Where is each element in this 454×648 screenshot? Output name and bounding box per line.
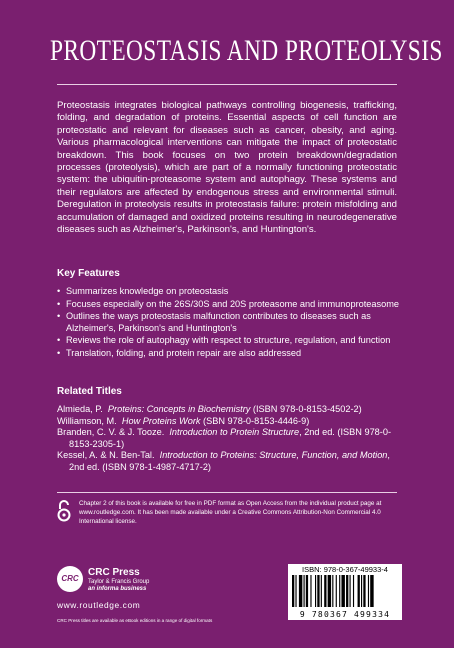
list-item: Almieda, P. Proteins: Concepts in Biochemistry (ISBN 978-0-8153-4502-2): [57, 404, 362, 414]
list-item: • Reviews the role of autophagy with respect to structure, regulation, and function: [57, 335, 391, 346]
isbn-barcode: [288, 564, 402, 620]
bottom-divider: [57, 492, 397, 493]
open-access-text: Chapter 2 of this book is available for free in PDF format as Open Access from the individual product page at www.routledge.com. It has been made available under a Creative Commons Attribution-Non Commercial 4.0 International license.: [79, 500, 382, 525]
list-item: • Summarizes knowledge on proteostasis: [57, 286, 229, 296]
list-item: • Translation, folding, and protein repair are also addressed: [57, 347, 302, 358]
list-item: Williamson, M. How Proteins Work (SBN 978-0-8153-4446-9): [57, 415, 310, 426]
list-item: • Outlines the ways proteostasis malfunction contributes to diseases such as Alzheimer's, Parkinson's and Huntington's: [57, 311, 371, 333]
bullet-icon: •: [57, 298, 61, 309]
barcode-bars: [292, 575, 398, 607]
key-features-list: [57, 286, 402, 361]
bullet-icon: •: [57, 286, 61, 296]
top-divider: [57, 84, 397, 85]
open-access-notice: [57, 500, 402, 540]
website-link[interactable]: www.routledge.com: [57, 600, 141, 610]
bullet-icon: •: [57, 347, 61, 358]
list-item: Branden, C. V. & J. Tooze. Introduction to Protein Structure, 2nd ed. (ISBN 978-0-8153-2305-1): [57, 427, 392, 449]
barcode-digits: 9 780367 499334: [299, 610, 391, 619]
related-titles-heading: Related Titles: [57, 386, 122, 397]
open-access-icon: [57, 500, 71, 522]
key-features-heading: Key Features: [57, 268, 120, 279]
related-titles-list: [57, 404, 402, 474]
bullet-icon: •: [57, 335, 61, 346]
publisher-name: CRC Press: [88, 567, 140, 578]
list-item: Kessel, A. & N. Ben-Tal. Introduction to Proteins: Structure, Function, and Motion, 2nd ed. (ISBN 978-1-4987-4717-2): [57, 450, 390, 472]
intro-paragraph: Proteostasis integrates biological pathways controlling biogenesis, trafficking, folding, and degradation of proteins. Essential aspects of cell function are proteostatic and relevant for diseases such as cancer, obesity, and aging. Various pharmacological interventions can mitigate the impact of proteostatic breakdown. This book focuses on two protein breakdown/degradation processes (proteolysis), which are part of a normally functioning proteostatic system: the ubiquitin-proteasome system and autophagy. These systems and their regulators are affected by endogenous stress and environmental stimuli. Deregulation in proteolysis results in proteostasis failure: protein misfolding and accumulation of damaged and oxidized proteins resulting in neurodegenerative diseases such as Alzheimer's, Parkinson's, and Huntington's.: [57, 100, 397, 236]
publisher-group: Taylor & Francis Group: [88, 579, 150, 585]
isbn-label: ISBN: 978-0-367-49933-4: [302, 565, 388, 574]
crc-logo-icon: CRC: [57, 566, 83, 592]
bullet-icon: •: [57, 311, 61, 322]
publisher-business: an informa business: [88, 586, 147, 592]
list-item: • Focuses especially on the 26S/30S and 20S proteasome and immunoproteasome: [57, 298, 399, 309]
book-title: PROTEOSTASIS AND PROTEOLYSIS: [49, 34, 443, 67]
ebook-footnote: CRC Press titles are available as eBook editions in a range of digital formats: [57, 618, 213, 623]
